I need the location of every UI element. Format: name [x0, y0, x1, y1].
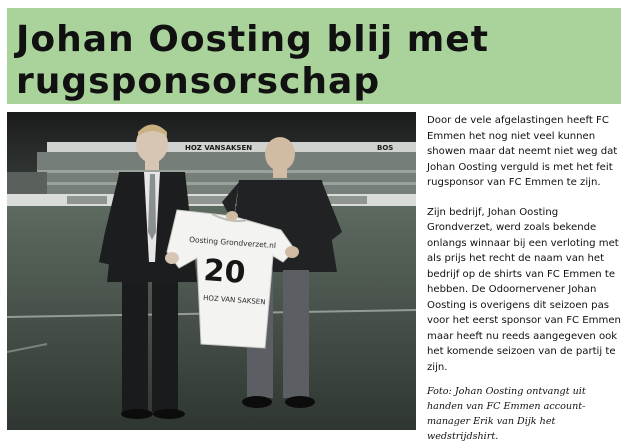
news-photo: [7, 112, 416, 430]
headline: [16, 19, 489, 103]
article-paragraph-2: Zijn bedrijf, Johan Oosting Grondverzet, werd zoals bekende onlangs winnaar bij een verloting met als prijs het recht de naam van het bedrijf op de shirts van FC Emmen te hebben. De Odoornervener Johan Oosting is overigens dit seizoen pas voor het eerst sponsor van FC Emmen maar heeft nu reeds aangegeven ook het komende seizoen van de partij te zijn.: [427, 206, 621, 373]
article-paragraph-1: Door de vele afgelastingen heeft FC Emmen het nog niet veel kunnen showen maar dat neemt niet weg dat Johan Oosting verguld is met het feit rugsponsor van FC Emmen te zijn.: [427, 115, 618, 188]
stadium-sign: HOZ VANSAKSEN: [185, 144, 253, 152]
photo-illustration: [7, 112, 416, 430]
headline-line-2: rugsponsorschap: [16, 61, 381, 102]
stadium-sign-right: BOS: [377, 144, 394, 152]
photo-caption: Foto: Johan Oosting ontvangt uit handen van FC Emmen account-manager Erik van Dijk het wedstrijdshirt.: [427, 386, 586, 442]
shirt-sponsor: Oosting Grondverzet.nl: [188, 235, 277, 251]
headline-line-1: Johan Oosting blij met: [16, 19, 489, 60]
article-body: [427, 113, 624, 389]
headline-banner: [7, 8, 621, 104]
shirt-number: 20: [202, 253, 247, 291]
shirt-name: HOZ VAN SAKSEN: [202, 294, 266, 307]
